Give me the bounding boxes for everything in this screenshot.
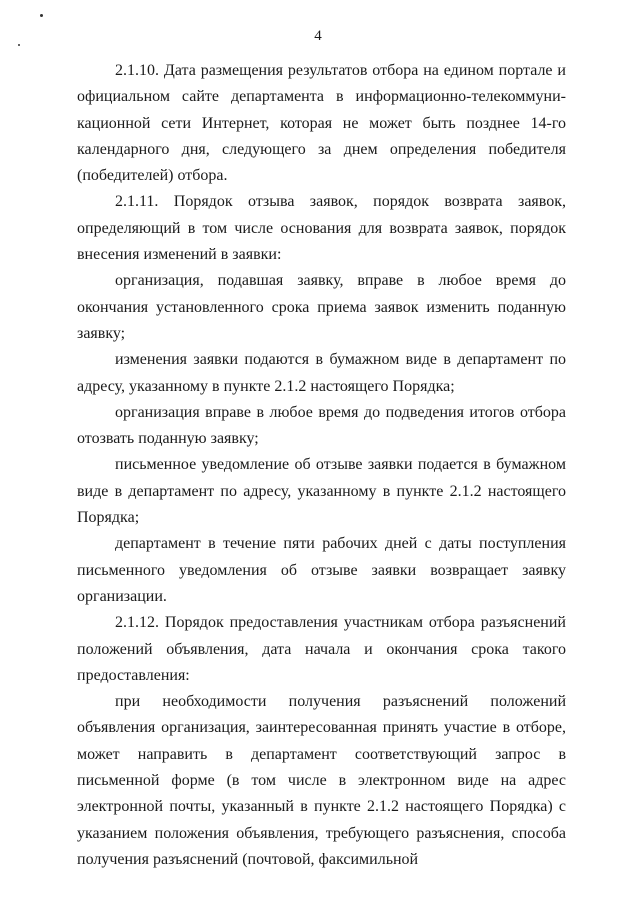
paragraph-item: организация, подавшая заявку, вправе в любое время до окончания установленного срока приема заявок изменить поданную заявку; — [77, 272, 566, 342]
paragraph-2-1-10: 2.1.10. Дата размещения результатов отбора на едином портале и официальном сайте департамента в информационно-телекоммуни-кационной сети Интернет, которая не может быть позднее 14-го календарного дня, следующего за днем определения победителя (победителей) отбора. — [77, 62, 566, 185]
paragraph-item: департамент в течение пяти рабочих дней с даты поступления письменного уведомления об отзыве заявки возвращает заявку организации. — [77, 535, 566, 605]
paragraph-2-1-12: 2.1.12. Порядок предоставления участникам отбора разъяснений положений объявления, дата начала и окончания срока такого предоставления: — [77, 614, 566, 684]
paragraph-item: письменное уведомление об отзыве заявки подается в бумажном виде в департамент по адресу, указанному в пункте 2.1.2 настоящего Порядка; — [77, 456, 566, 527]
paragraph-item: организация вправе в любое время до подведения итогов отбора отозвать поданную заявку; — [77, 403, 566, 448]
scan-speck — [40, 14, 43, 17]
paragraph-item: изменения заявки подаются в бумажном виде в департамент по адресу, указанному в пункте 2.1.2 настоящего Порядка; — [77, 351, 566, 395]
paragraph-2-1-11: 2.1.11. Порядок отзыва заявок, порядок возврата заявок, определяющий в том числе основания для возврата заявок, порядок внесения изменений в заявки: — [77, 193, 566, 264]
body-text — [77, 58, 566, 873]
page-number: 4 — [314, 28, 322, 44]
paragraph-item: при необходимости получения разъяснений положений объявления организация, заинтересованная принять участие в отборе, может направить в департамент соответствующий запрос в письменной форме (в том числе в электронном виде на адрес электронной почты, указанный в пункте 2.1.2 настоящего Порядка) с указанием положения объявления, требующего разъяснения, способа получения разъяснений (почтовой, факсимильной — [77, 693, 566, 868]
